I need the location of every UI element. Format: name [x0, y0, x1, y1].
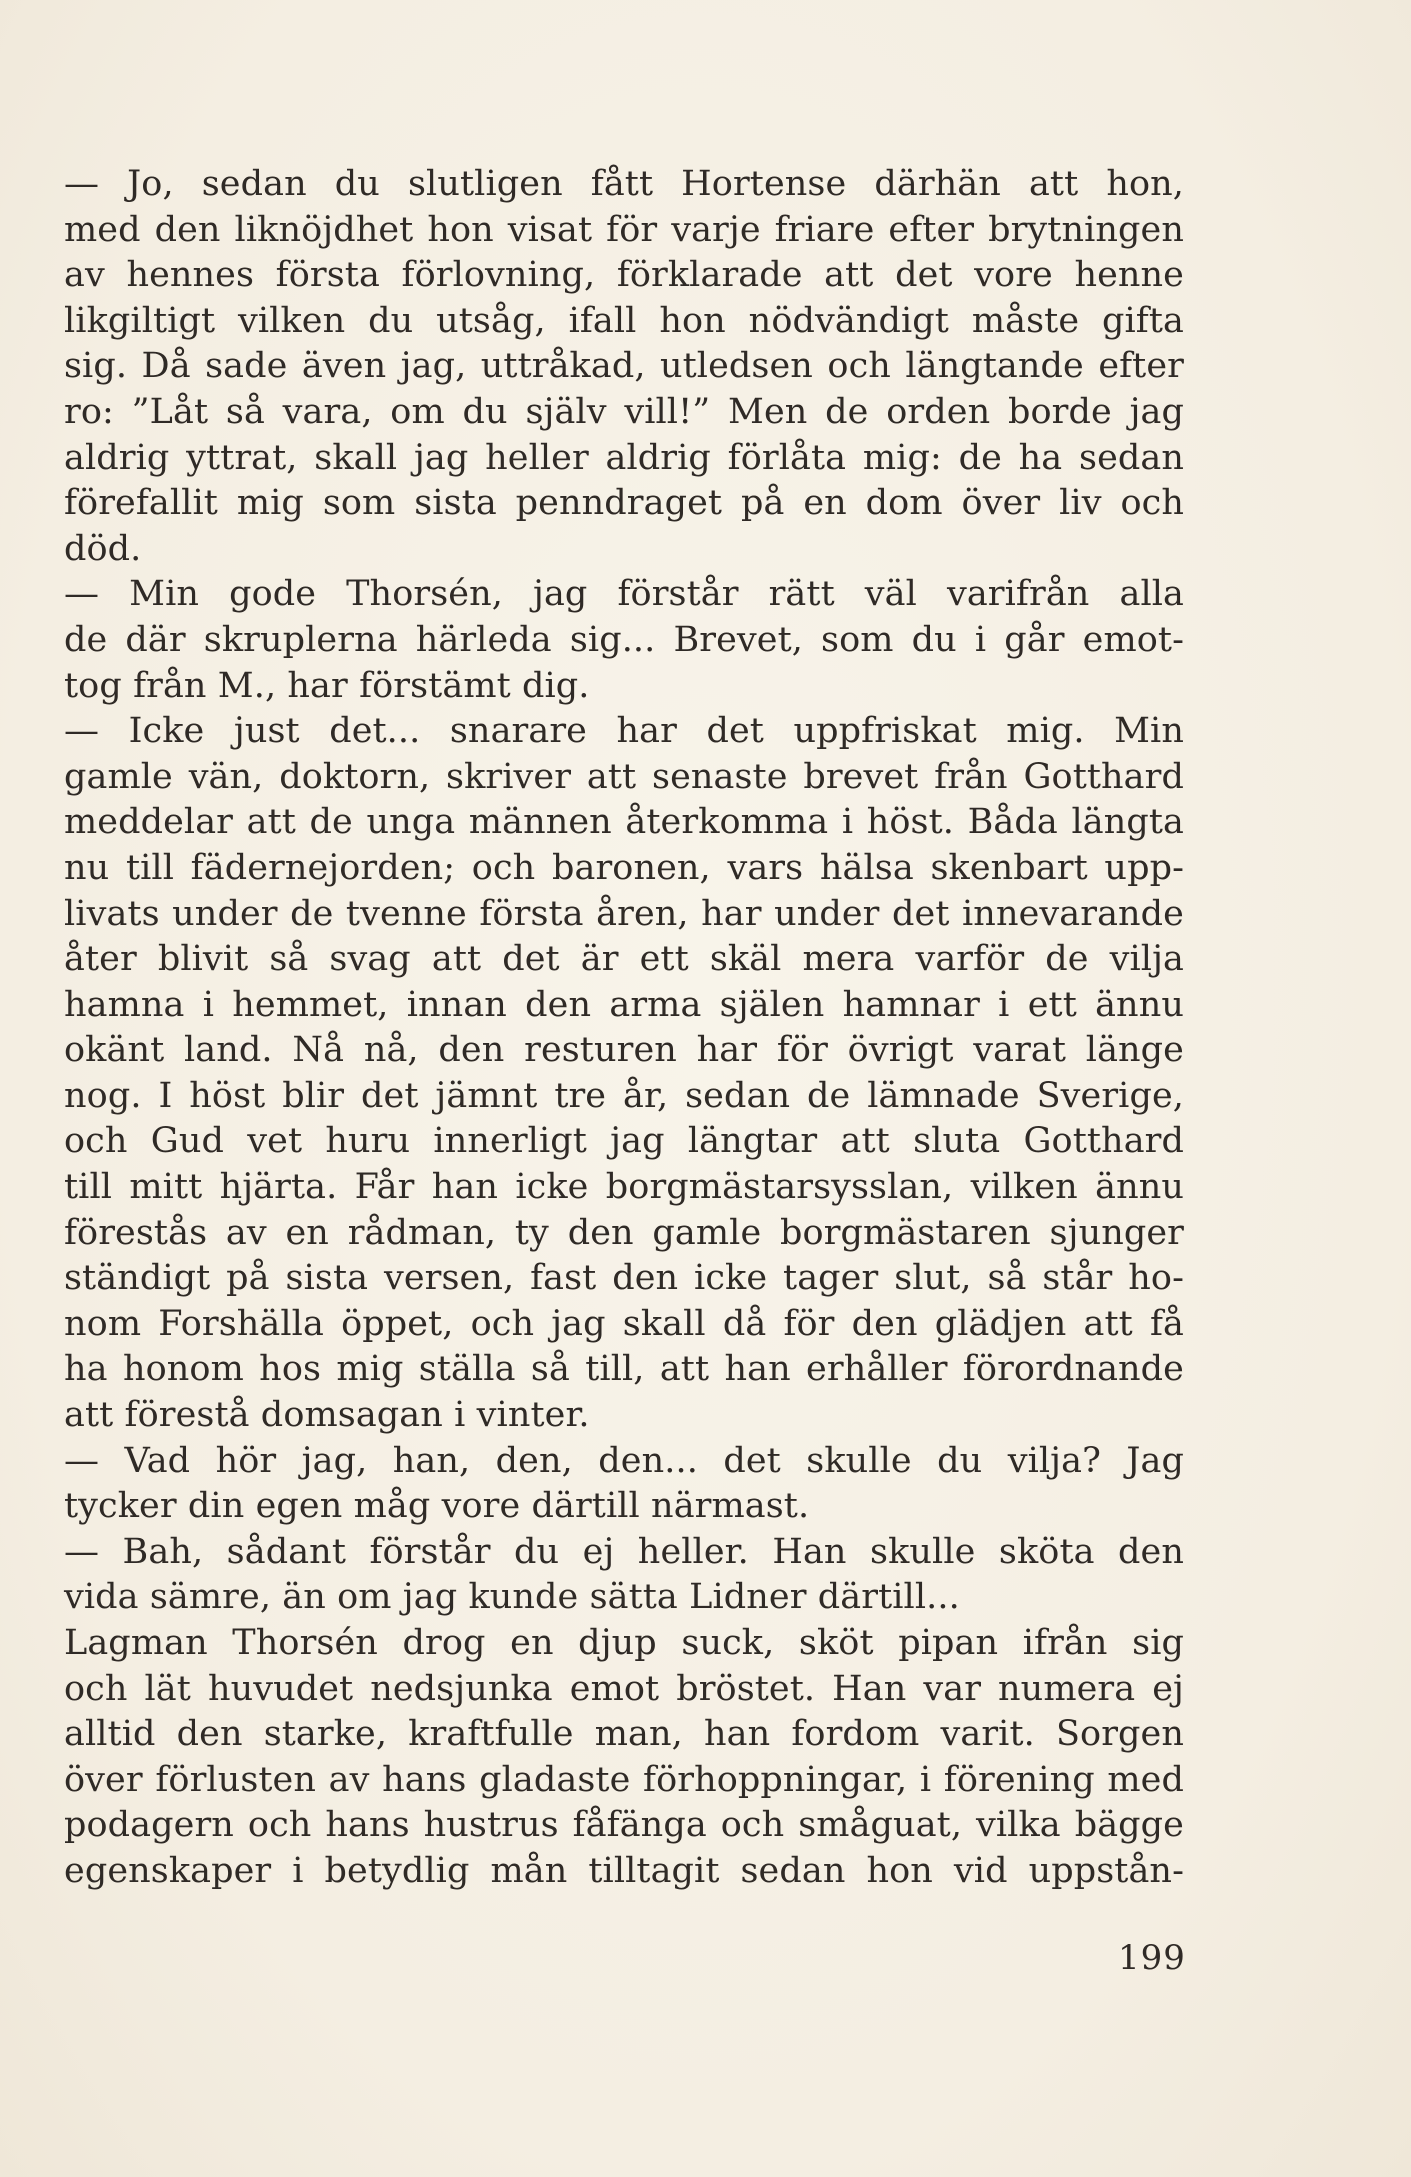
- text-line: egenskaper i betydlig mån tilltagit sedan hon vid uppstån-: [64, 1850, 1184, 1891]
- text-line: — Vad hör jag, han, den, den... det skulle du vilja? Jag: [64, 1440, 1184, 1481]
- text-line: vida sämre, än om jag kunde sätta Lidner därtill...: [64, 1577, 960, 1618]
- text-line: de där skruplerna härleda sig... Brevet, som du i går emot-: [64, 619, 1184, 660]
- text-line: nu till fädernejorden; och baronen, vars hälsa skenbart upp-: [64, 847, 1184, 888]
- text-line: tycker din egen måg vore därtill närmast.: [64, 1486, 810, 1527]
- text-line: med den liknöjdhet hon visat för varje friare efter brytningen: [64, 209, 1184, 250]
- text-line: nog. I höst blir det jämnt tre år, sedan de lämnade Sverige,: [64, 1075, 1184, 1116]
- text-line: förefallit mig som sista penndraget på en dom över liv och: [64, 483, 1184, 524]
- text-line: och lät huvudet nedsjunka emot bröstet. Han var numera ej: [64, 1668, 1184, 1709]
- text-line: över förlusten av hans gladaste förhoppningar, i förening med: [64, 1759, 1184, 1800]
- body-text: [64, 162, 1184, 1895]
- text-line: — Icke just det... snarare har det uppfriskat mig. Min: [64, 711, 1184, 752]
- text-line: podagern och hans hustrus fåfänga och småguat, vilka bägge: [64, 1805, 1184, 1846]
- text-line: att förestå domsagan i vinter.: [64, 1395, 590, 1436]
- text-line: — Bah, sådant förstår du ej heller. Han skulle sköta den: [64, 1531, 1184, 1572]
- text-line: gamle vän, doktorn, skriver att senaste brevet från Gotthard: [64, 756, 1184, 797]
- text-line: av hennes första förlovning, förklarade att det vore henne: [64, 255, 1184, 296]
- text-line: död.: [64, 528, 142, 569]
- text-line: sig. Då sade även jag, uttråkad, utledsen och längtande efter: [64, 346, 1184, 387]
- text-line: ha honom hos mig ställa så till, att han erhåller förordnande: [64, 1349, 1184, 1390]
- text-line: ro: ”Låt så vara, om du själv vill!” Men de orden borde jag: [64, 391, 1184, 432]
- text-line: — Min gode Thorsén, jag förstår rätt väl varifrån alla: [64, 574, 1184, 615]
- text-line: livats under de tvenne första åren, har under det innevarande: [64, 893, 1184, 934]
- text-line: åter blivit så svag att det är ett skäl mera varför de vilja: [64, 939, 1184, 980]
- page-number: 199: [1118, 1938, 1186, 1978]
- text-line: okänt land. Nå nå, den resturen har för övrigt varat länge: [64, 1030, 1184, 1071]
- text-line: aldrig yttrat, skall jag heller aldrig förlåta mig: de ha sedan: [64, 437, 1184, 478]
- text-line: ständigt på sista versen, fast den icke tager slut, så står ho-: [64, 1258, 1184, 1299]
- text-line: meddelar att de unga männen återkomma i höst. Båda längta: [64, 802, 1184, 843]
- text-line: nom Forshälla öppet, och jag skall då för den glädjen att få: [64, 1303, 1184, 1344]
- text-line: tog från M., har förstämt dig.: [64, 665, 590, 706]
- text-line: Lagman Thorsén drog en djup suck, sköt pipan ifrån sig: [64, 1623, 1184, 1663]
- text-line: förestås av en rådman, ty den gamle borgmästaren sjunger: [64, 1212, 1184, 1253]
- text-line: alltid den starke, kraftfulle man, han fordom varit. Sorgen: [64, 1714, 1184, 1755]
- text-line: till mitt hjärta. Får han icke borgmästarsysslan, vilken ännu: [64, 1167, 1184, 1208]
- text-line: hamna i hemmet, innan den arma själen hamnar i ett ännu: [64, 984, 1184, 1025]
- text-line: likgiltigt vilken du utsåg, ifall hon nödvändigt måste gifta: [64, 300, 1184, 341]
- text-line: och Gud vet huru innerligt jag längtar att sluta Gotthard: [64, 1121, 1184, 1162]
- text-line: — Jo, sedan du slutligen fått Hortense därhän att hon,: [64, 164, 1184, 204]
